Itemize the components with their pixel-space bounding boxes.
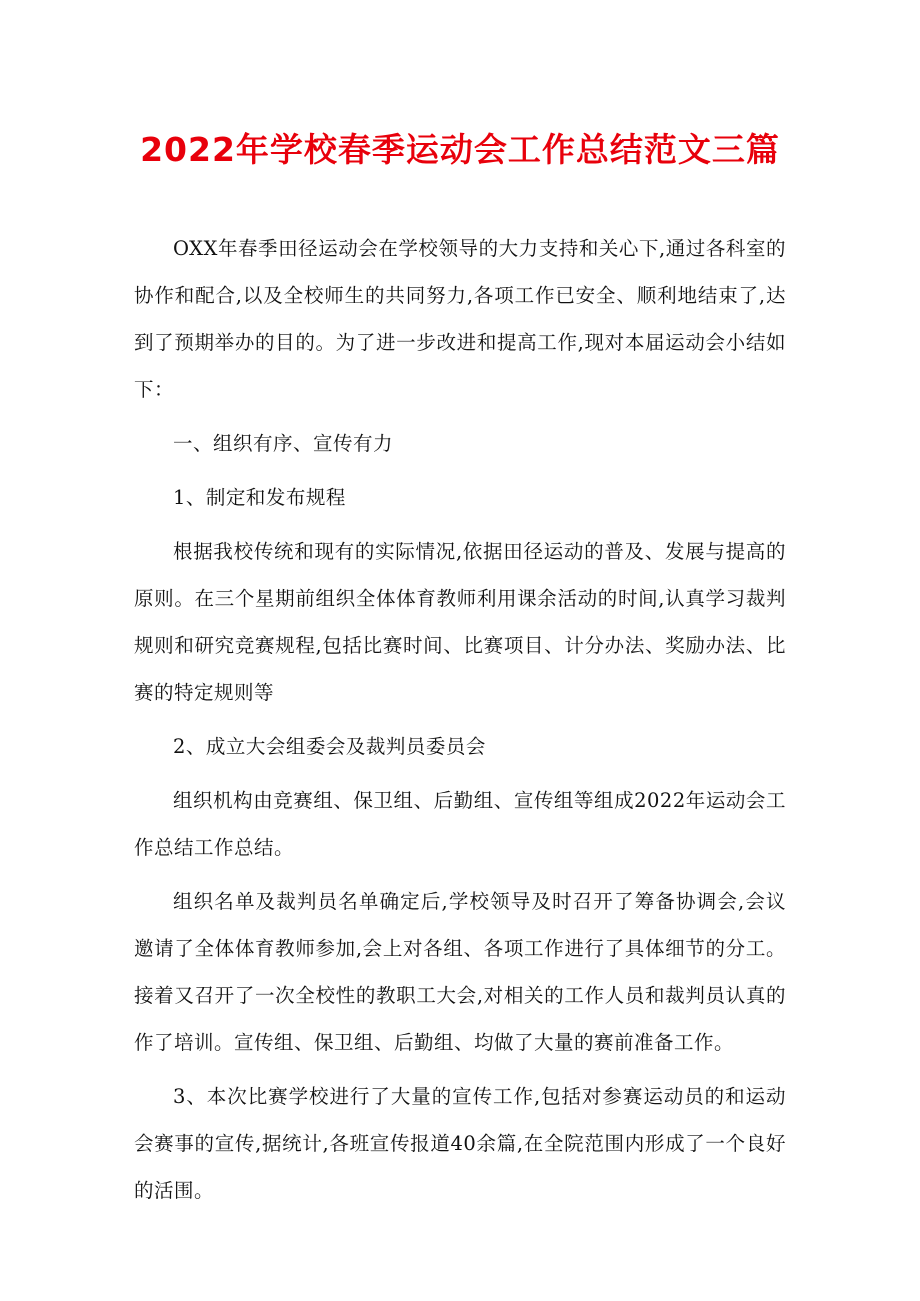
subheading-1: 1、制定和发布规程 — [173, 486, 346, 509]
subheading-2: 2、成立大会组委会及裁判员委员会 — [173, 735, 486, 758]
document-body — [134, 225, 786, 1221]
section-heading-1: 一、组织有序、宣传有力 — [173, 432, 394, 455]
intro-paragraph: OXX年春季田径运动会在学校领导的大力支持和关心下,通过各科室的协作和配合,以及全校师生的共同努力,各项工作已安全、顺利地结束了,达到了预期举办的目的。为了进一步改进和提高工作,现对本届运动会小结如下： — [134, 237, 786, 401]
document-title: 2022年学校春季运动会工作总结范文三篇 — [140, 130, 780, 169]
paragraph-rules: 根据我校传统和现有的实际情况,依据田径运动的普及、发展与提高的原则。在三个星期前组织全体体育教师利用课余活动的时间,认真学习裁判规则和研究竞赛规程,包括比赛时间、比赛项目、计分办法、奖励办法、比赛的特定规则等 — [134, 540, 786, 704]
paragraph-organization: 组织机构由竞赛组、保卫组、后勤组、宣传组等组成2022年运动会工作总结工作总结。 — [134, 789, 786, 859]
paragraph-publicity: 3、本次比赛学校进行了大量的宣传工作,包括对参赛运动员的和运动会赛事的宣传,据统计,各班宣传报道40余篇,在全院范围内形成了一个良好的活围。 — [134, 1085, 786, 1202]
paragraph-meeting: 组织名单及裁判员名单确定后,学校领导及时召开了筹备协调会,会议邀请了全体体育教师参加,会上对各组、各项工作进行了具体细节的分工。接着又召开了一次全校性的教职工大会,对相关的工作人员和裁判员认真的作了培训。宣传组、保卫组、后勤组、均做了大量的赛前准备工作。 — [134, 890, 786, 1054]
